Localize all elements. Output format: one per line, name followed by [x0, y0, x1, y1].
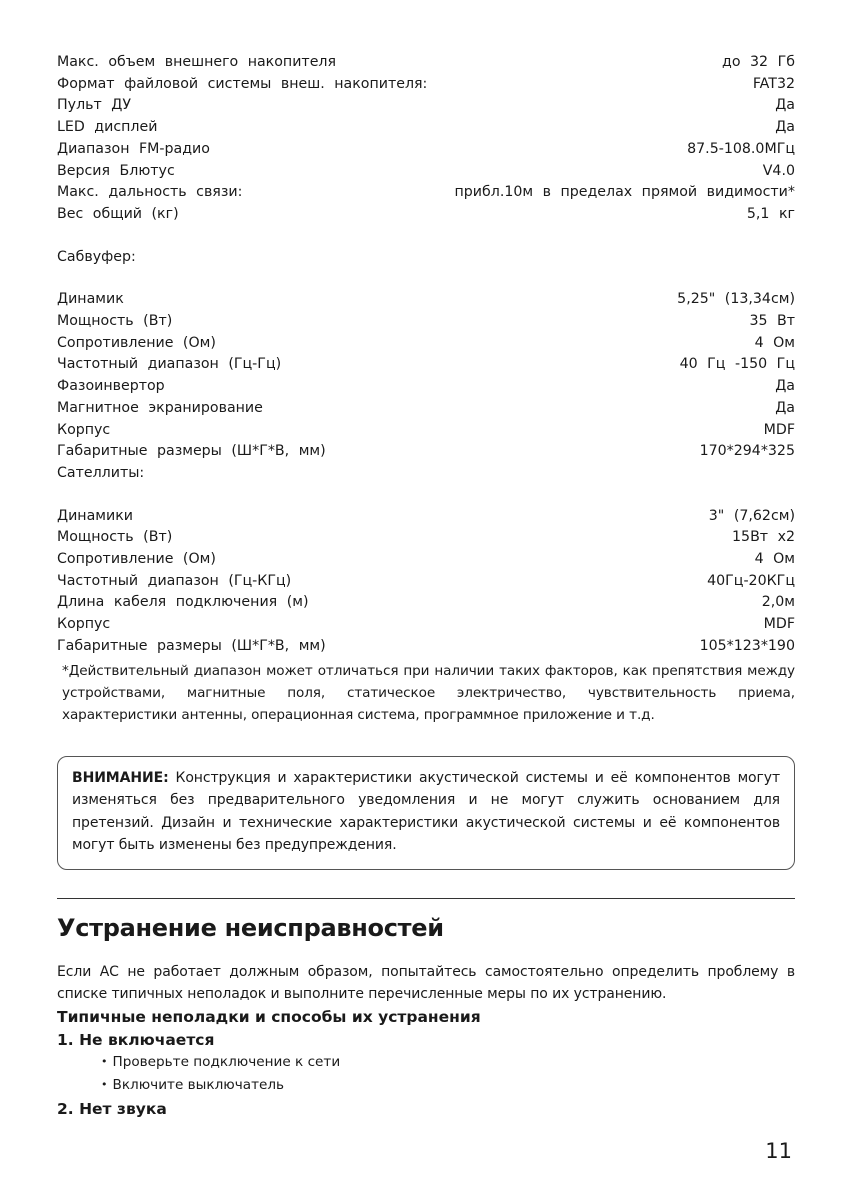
spec-row — [57, 289, 795, 311]
section-divider — [57, 898, 795, 899]
spec-value: 105*123*190 — [699, 637, 795, 654]
list-item: • Включите выключатель — [101, 1074, 795, 1097]
spec-value: 2,0м — [761, 594, 795, 611]
spec-row — [57, 506, 795, 528]
page-number: 11 — [765, 1139, 792, 1163]
spec-label: Габаритные размеры (Ш*Г*В, мм) — [57, 443, 326, 460]
spec-row — [57, 441, 795, 463]
spec-label: Макс. объем внешнего накопителя — [57, 54, 337, 70]
subwoofer-specs — [57, 289, 795, 463]
spec-row — [57, 95, 795, 117]
spec-label: Частотный диапазон (Гц-КГц) — [57, 572, 292, 589]
spec-row — [57, 420, 795, 442]
spec-value: 87.5-108.0МГц — [687, 140, 795, 157]
satellites-heading: Сателлиты: — [57, 464, 145, 481]
spec-row — [57, 592, 795, 614]
notice-label: ВНИМАНИЕ: — [72, 769, 169, 786]
spec-row — [57, 74, 795, 96]
issue-title: 1. Не включается — [57, 1030, 215, 1049]
spec-value: прибл.10м в пределах прямой видимости* — [454, 184, 795, 201]
spec-label: Динамик — [57, 291, 124, 308]
spec-label: Диапазон FM-радио — [57, 140, 210, 157]
spec-label: Версия Блютус — [57, 162, 175, 179]
notice-box — [57, 756, 795, 870]
spec-value: 40Гц-20КГц — [707, 572, 795, 589]
range-footnote: *Действительный диапазон может отличаться при наличии таких факторов, как препятствия между устройствами, магнитные поля, статическое электричество, чувствительность приема, характеристики антенны, операционная система, программное приложение и т.д. — [62, 662, 795, 723]
spec-row — [57, 161, 795, 183]
spec-value: Да — [775, 119, 795, 136]
spec-label: Мощность (Вт) — [57, 529, 173, 546]
general-specs — [57, 52, 795, 226]
manual-page — [57, 52, 795, 1120]
spec-label: Корпус — [57, 421, 111, 438]
spec-label: Мощность (Вт) — [57, 313, 173, 330]
spec-label: Фазоинвертор — [57, 378, 165, 395]
spec-row — [57, 398, 795, 420]
spec-label: Длина кабеля подключения (м) — [57, 594, 309, 611]
spec-value: Да — [775, 378, 795, 395]
list-item: • Проверьте подключение к сети — [101, 1051, 795, 1074]
notice-text: Конструкция и характеристики акустической системы и её компонентов могут изменяться без предварительного уведомления и не могут служить основанием для претензий. Дизайн и технические характеристики акустической системы и её компонентов могут быть изменены без предупреждения. — [72, 769, 780, 854]
spec-row — [57, 117, 795, 139]
subwoofer-heading: Сабвуфер: — [57, 248, 136, 265]
spec-label: Формат файловой системы внеш. накопителя: — [57, 75, 428, 92]
spec-value: MDF — [763, 421, 795, 438]
spec-label: Габаритные размеры (Ш*Г*В, мм) — [57, 637, 326, 654]
spec-value: V4.0 — [762, 162, 795, 179]
spec-value: FAT32 — [752, 75, 795, 92]
spec-value: 170*294*325 — [699, 443, 795, 460]
spec-value: 3" (7,62см) — [708, 507, 795, 524]
spec-label: Вес общий (кг) — [57, 205, 179, 222]
spec-row — [57, 333, 795, 355]
spec-row — [57, 204, 795, 226]
satellite-specs — [57, 506, 795, 658]
spec-row — [57, 52, 795, 74]
spec-value: Да — [775, 97, 795, 114]
spec-row — [57, 182, 795, 204]
spec-value: 40 Гц -150 Гц — [679, 356, 795, 373]
spec-label: Сопротивление (Ом) — [57, 551, 216, 568]
spec-row — [57, 614, 795, 636]
spec-value: до 32 Гб — [722, 54, 795, 70]
spec-row — [57, 549, 795, 571]
spec-row — [57, 376, 795, 398]
spec-value: 4 Ом — [754, 551, 795, 568]
spec-row — [57, 527, 795, 549]
spec-value: 35 Вт — [749, 313, 795, 330]
troubleshooting-intro: Если АС не работает должным образом, попытайтесь самостоятельно определить проблему в списке типичных неполадок и выполните перечисленные меры по их устранению. — [57, 963, 795, 1002]
troubleshooting-subtitle: Типичные неполадки и способы их устранения — [57, 1007, 481, 1026]
spec-value: 15Вт x2 — [732, 529, 795, 546]
spec-label: Пульт ДУ — [57, 97, 131, 114]
spec-value: MDF — [763, 616, 795, 633]
spec-label: Корпус — [57, 616, 111, 633]
spec-label: Макс. дальность связи: — [57, 184, 243, 201]
spec-label: Магнитное экранирование — [57, 399, 263, 416]
spec-row — [57, 636, 795, 658]
spec-value: 5,25" (13,34см) — [677, 291, 795, 308]
spec-value: 4 Ом — [754, 334, 795, 351]
spec-row — [57, 571, 795, 593]
spec-label: LED дисплей — [57, 119, 158, 136]
issue-title: 2. Нет звука — [57, 1099, 167, 1118]
spec-label: Сопротивление (Ом) — [57, 334, 216, 351]
spec-row — [57, 139, 795, 161]
spec-row — [57, 311, 795, 333]
spec-label: Частотный диапазон (Гц-Гц) — [57, 356, 282, 373]
troubleshooting-title: Устранение неисправностей — [57, 913, 444, 942]
spec-label: Динамики — [57, 507, 133, 524]
spec-row — [57, 354, 795, 376]
spec-value: Да — [775, 399, 795, 416]
spec-value: 5,1 кг — [746, 205, 795, 222]
